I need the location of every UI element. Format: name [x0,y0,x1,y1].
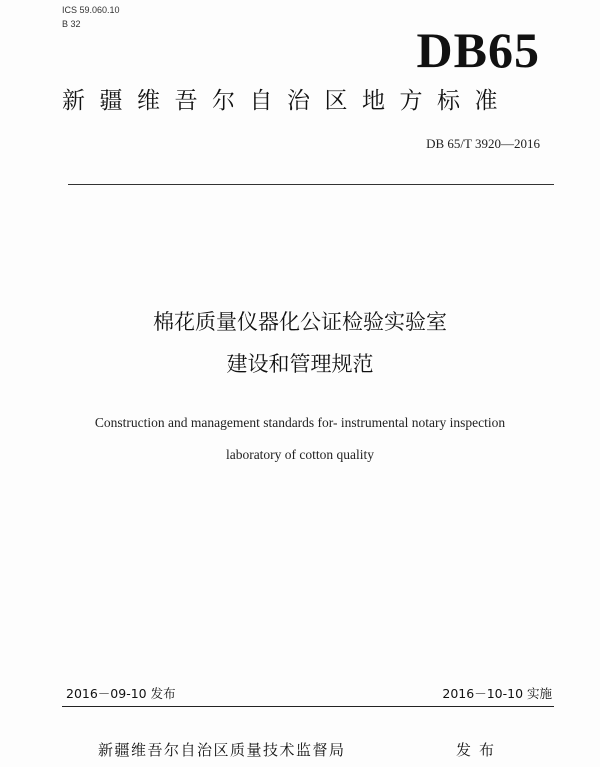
issue-date: 2016－09-10 发布 [66,686,176,701]
title-chinese-line-2: 建设和管理规范 [226,352,374,376]
ics-code: ICS 59.060.10 [62,5,120,15]
implementation-date: 2016－10-10 实施 [442,686,552,701]
header-divider [68,184,554,185]
title-english-line-2: laboratory of cotton quality [225,447,375,462]
ccs-code: B 32 [62,19,81,29]
title-chinese-line-1: 棉花质量仪器化公证检验实验室 [153,310,447,334]
publisher-name: 新疆维吾尔自治区质量技术监督局 [98,741,346,759]
publish-label: 发布 [456,741,503,759]
footer-divider [62,706,554,707]
title-english-line-1: Construction and management standards for- instrumental notary inspection [94,415,506,430]
standard-number: DB 65/T 3920—2016 [426,136,540,151]
standard-type: 新疆维吾尔自治区地方标准 [62,88,512,114]
standard-code-logo: DB65 [416,22,540,78]
